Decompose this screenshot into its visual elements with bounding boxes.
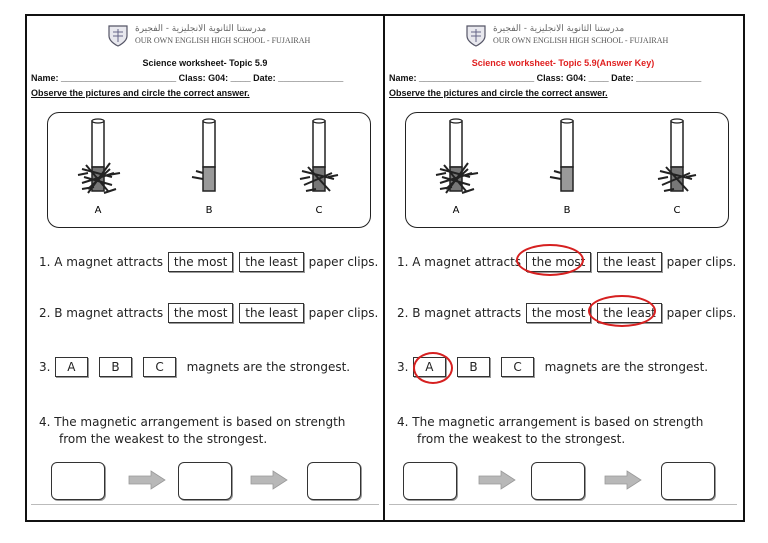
magnet-b-drawing	[192, 119, 215, 191]
answer-box-2[interactable]	[531, 462, 585, 500]
right-arrow-icon	[249, 469, 289, 491]
q1-option-the-most[interactable]: the most	[168, 252, 234, 272]
question-3-suffix: magnets are the strongest.	[544, 360, 709, 374]
q2-option-the-most[interactable]: the most	[168, 303, 234, 323]
arrangement-flow	[45, 462, 375, 502]
question-4	[397, 414, 703, 448]
instruction-text: Observe the pictures and circle the correct answer.	[31, 88, 250, 98]
question-4-line-1: 4. The magnetic arrangement is based on strength	[39, 415, 346, 429]
worksheet-page	[27, 16, 383, 520]
question-3-suffix: magnets are the strongest.	[186, 360, 351, 374]
school-header	[385, 22, 741, 52]
question-2-suffix: paper clips.	[308, 306, 379, 320]
school-name-arabic: مدرستنا الثانوية الانجليزية - الفجيرة	[135, 24, 267, 34]
q3-option-b[interactable]: B	[99, 357, 131, 377]
question-3	[39, 357, 350, 377]
arrangement-flow	[403, 462, 733, 502]
q3-option-a[interactable]: A	[55, 357, 87, 377]
instruction-text: Observe the pictures and circle the correct answer.	[389, 88, 608, 98]
magnets-picture-box	[405, 112, 729, 228]
school-name-english: OUR OWN ENGLISH HIGH SCHOOL - FUJAIRAH	[135, 36, 311, 45]
question-2-suffix: paper clips.	[666, 306, 737, 320]
q3-option-b[interactable]: B	[457, 357, 489, 377]
q3-option-c[interactable]: C	[143, 357, 175, 377]
question-4	[39, 414, 345, 448]
question-4-line-1: 4. The magnetic arrangement is based on strength	[397, 415, 704, 429]
answer-box-1[interactable]	[51, 462, 105, 500]
q2-option-the-most[interactable]: the most	[526, 303, 592, 323]
answer-box-1[interactable]	[403, 462, 457, 500]
magnet-b-drawing	[550, 119, 573, 191]
answer-key-title: Science worksheet- Topic 5.9(Answer Key)	[471, 58, 655, 68]
magnets-picture-box	[47, 112, 371, 228]
school-name-arabic: مدرستنا الثانوية الانجليزية - الفجيرة	[493, 24, 625, 34]
answer-circle-q1	[516, 244, 584, 276]
school-name-english: OUR OWN ENGLISH HIGH SCHOOL - FUJAIRAH	[493, 36, 669, 45]
magnet-label-a: A	[94, 205, 102, 216]
school-header	[27, 22, 383, 52]
question-1-prefix: 1. A magnet attracts	[39, 255, 164, 269]
q2-option-the-least[interactable]: the least	[239, 303, 304, 323]
answer-box-3[interactable]	[661, 462, 715, 500]
question-4-line-2: from the weakest to the strongest.	[59, 432, 268, 446]
magnet-label-b: B	[205, 205, 213, 216]
question-2-prefix: 2. B magnet attracts	[397, 306, 522, 320]
bottom-rule	[389, 504, 737, 505]
question-2	[397, 303, 736, 323]
q2-option-the-least[interactable]: the least	[597, 303, 662, 323]
q3-option-c[interactable]: C	[501, 357, 533, 377]
question-2-prefix: 2. B magnet attracts	[39, 306, 164, 320]
answer-circle-q2	[588, 295, 656, 327]
magnet-label-c: C	[315, 205, 323, 216]
magnets-illustration	[48, 113, 370, 227]
magnets-illustration	[406, 113, 728, 227]
magnet-a-drawing	[78, 119, 120, 193]
question-3-prefix: 3.	[39, 360, 51, 374]
question-1	[39, 252, 378, 272]
answer-circle-q3	[413, 352, 453, 384]
q1-option-the-least[interactable]: the least	[597, 252, 662, 272]
magnet-label-a: A	[452, 205, 460, 216]
magnet-a-drawing	[436, 119, 478, 193]
bottom-rule	[31, 504, 379, 505]
right-arrow-icon	[603, 469, 643, 491]
right-arrow-icon	[127, 469, 167, 491]
student-info-line: Name: _______________________ Class: G04: ____ Date: _____________	[389, 73, 702, 83]
magnet-label-b: B	[563, 205, 571, 216]
answer-box-3[interactable]	[307, 462, 361, 500]
question-1-suffix: paper clips.	[308, 255, 379, 269]
student-info-line: Name: _______________________ Class: G04: ____ Date: _____________	[31, 73, 344, 83]
school-crest-icon	[107, 24, 129, 48]
question-1-prefix: 1. A magnet attracts	[397, 255, 522, 269]
magnet-c-drawing	[300, 119, 338, 191]
magnet-label-c: C	[673, 205, 681, 216]
right-arrow-icon	[477, 469, 517, 491]
question-2	[39, 303, 378, 323]
answer-key-page	[385, 16, 741, 520]
question-1-suffix: paper clips.	[666, 255, 737, 269]
magnet-c-drawing	[658, 119, 696, 191]
school-crest-icon	[465, 24, 487, 48]
q1-option-the-most[interactable]: the most	[526, 252, 592, 272]
q1-option-the-least[interactable]: the least	[239, 252, 304, 272]
question-4-line-2: from the weakest to the strongest.	[417, 432, 626, 446]
answer-box-2[interactable]	[178, 462, 232, 500]
question-3-prefix: 3.	[397, 360, 409, 374]
worksheet-title: Science worksheet- Topic 5.9	[142, 58, 268, 68]
q3-option-a[interactable]: A	[413, 357, 445, 377]
